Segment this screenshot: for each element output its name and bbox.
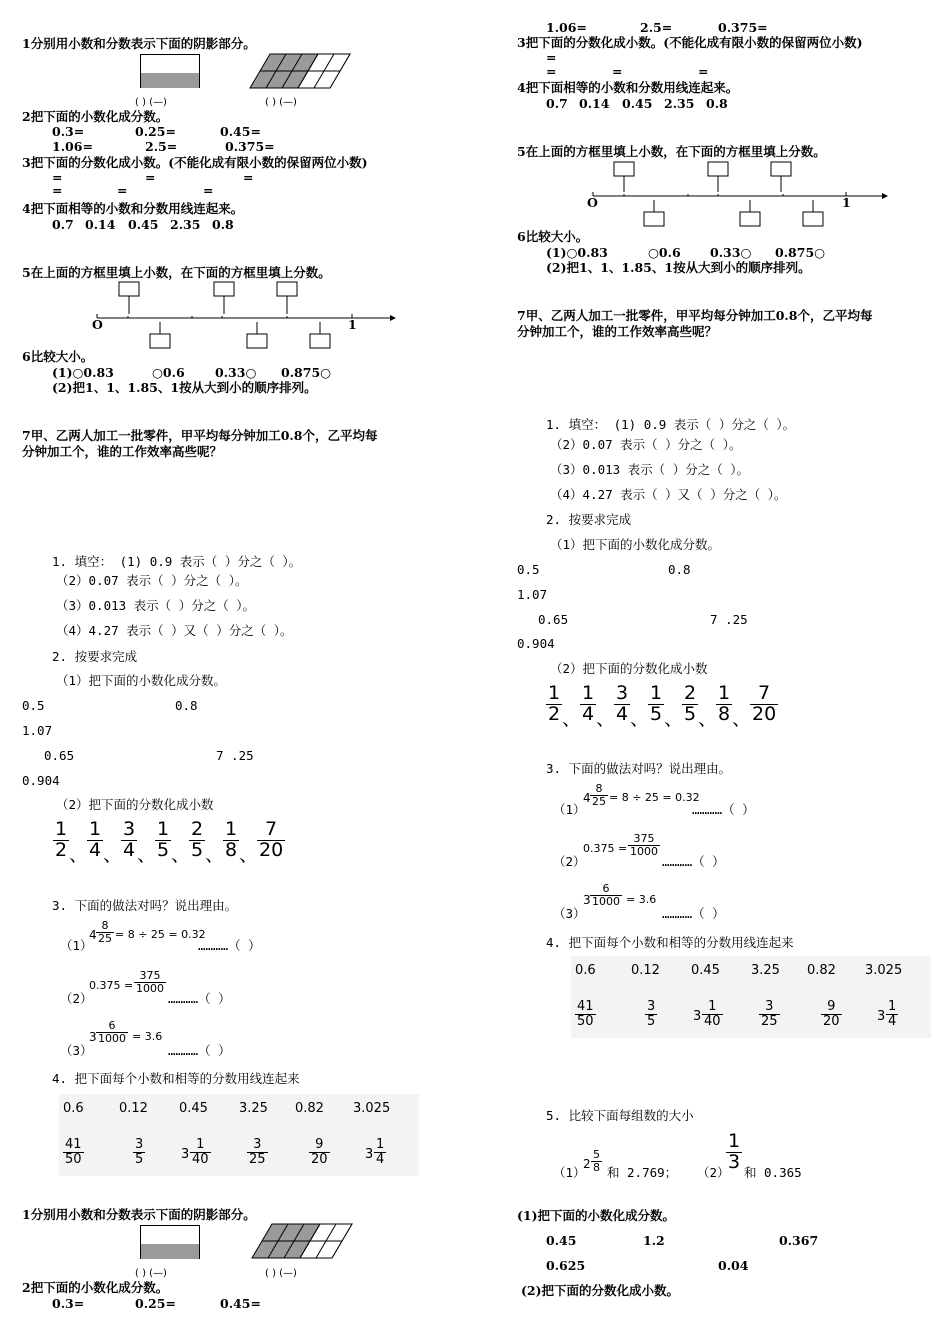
denominator: 8 xyxy=(593,1160,600,1174)
ex-s3-3-fraction xyxy=(96,1020,128,1044)
rex-s3-3-rest: = 3.6 xyxy=(626,893,657,906)
r-q5-title: 5在上面的方框里填上小数，在下面的方框里填上分数。 xyxy=(517,144,826,159)
bl-q2-item: 0.25= xyxy=(135,1296,176,1311)
denominator: 1000 xyxy=(98,1031,126,1045)
rex-s3-3-whole: 3 xyxy=(583,893,591,907)
fraction-value xyxy=(133,1138,145,1166)
ex-s3-2-fraction xyxy=(134,970,166,994)
r-q3-eq: = xyxy=(546,64,557,79)
fraction-value xyxy=(247,1138,268,1166)
q2-item: 0.25= xyxy=(135,124,176,139)
bl-q1-title: 1分别用小数和分数表示下面的阴影部分。 xyxy=(22,1207,256,1222)
fraction xyxy=(546,684,562,725)
denominator: 1000 xyxy=(630,844,658,858)
ex-s2-title: 2. 按要求完成 xyxy=(52,649,138,664)
numerator: 3 xyxy=(123,818,136,840)
rex-s3-3-fraction xyxy=(590,883,622,907)
numerator: 1 xyxy=(89,818,102,840)
q4-value: 2.35 xyxy=(170,217,201,232)
r-row0: 1.06= xyxy=(546,20,587,35)
q7-line2: 分钟加工个，谁的工作效率高些呢？ xyxy=(22,444,223,459)
br-val: 0.367 xyxy=(779,1233,819,1248)
r-q6-item: 0.875○ xyxy=(775,245,826,260)
r-q3-eq: = xyxy=(546,50,557,65)
br-val: 0.45 xyxy=(546,1233,577,1248)
denominator: 4 xyxy=(123,838,136,861)
fraction xyxy=(580,684,596,725)
separator: 、 xyxy=(732,708,752,730)
br-val: 0.04 xyxy=(718,1258,749,1273)
numerator: 8 xyxy=(101,919,109,932)
rectangle-figure xyxy=(140,54,200,88)
decimal-value: 0.82 xyxy=(807,963,836,978)
fraction xyxy=(682,684,698,725)
numerator: 6 xyxy=(108,1019,116,1032)
numerator: 1 xyxy=(225,818,238,840)
rex-s5-1-label: （1） xyxy=(553,1165,586,1180)
rex-s3-dots: …………（ ） xyxy=(662,906,725,921)
decimal-value: 3.025 xyxy=(353,1101,391,1116)
denominator: 20 xyxy=(752,702,777,725)
q2-title: 2把下面的小数化成分数。 xyxy=(22,109,169,124)
r-q3-eq: = xyxy=(698,64,709,79)
ex-s2-1-val: 7 .25 xyxy=(216,748,254,763)
bl-q1-blank-rect: ( ) (—) xyxy=(135,1268,167,1279)
fraction xyxy=(53,820,69,861)
denominator: 25 xyxy=(98,931,112,945)
denominator: 50 xyxy=(65,1151,82,1167)
fraction xyxy=(223,820,239,861)
denominator: 2 xyxy=(55,838,68,861)
br-title1: (1)把下面的小数化成分数。 xyxy=(517,1208,676,1223)
decimal-value: 3.25 xyxy=(751,963,780,978)
rex-s5-2-rest: 和 0.365 xyxy=(744,1165,802,1180)
denominator: 8 xyxy=(225,838,238,861)
rex-s1-line1: 1. 填空： (1) 0.9 表示（ ）分之（ ）。 xyxy=(546,417,796,432)
rex-s2-title: 2. 按要求完成 xyxy=(546,512,632,527)
q6-item: 0.875○ xyxy=(281,365,332,380)
q6-item: ○0.6 xyxy=(152,365,185,380)
r-q7-line2: 分钟加工个，谁的工作效率高些呢？ xyxy=(517,324,718,339)
q6-item: (1)○0.83 xyxy=(52,365,114,380)
fraction xyxy=(189,820,205,861)
separator: 、 xyxy=(630,708,650,730)
denominator: 2 xyxy=(548,702,561,725)
r-q6-title: 6比较大小。 xyxy=(517,229,589,244)
numerator: 1 xyxy=(708,999,717,1014)
q1-blank-para: ( ) (—) xyxy=(265,97,297,108)
ex-s3-dots: …………（ ） xyxy=(168,991,231,1006)
ex-s3-1-rest: = 8 ÷ 25 = 0.32 xyxy=(115,928,206,941)
q7-line1: 7甲、乙两人加工一批零件，甲平均每分钟加工0.8个，乙平均每 xyxy=(22,428,378,443)
denominator: 4 xyxy=(376,1151,385,1167)
numerator: 1 xyxy=(718,682,731,704)
rex-s3-title: 3. 下面的做法对吗？说出理由。 xyxy=(546,761,732,776)
fraction xyxy=(750,684,778,725)
fraction-value xyxy=(575,1000,596,1028)
denominator: 5 xyxy=(684,702,697,725)
rex-s1-line3: （3）0.013 表示（ ）分之（ ）。 xyxy=(550,462,749,477)
q4-value: 0.14 xyxy=(85,217,116,232)
rex-s5-title: 5. 比较下面每组数的大小 xyxy=(546,1108,694,1123)
numerator: 9 xyxy=(827,999,836,1014)
numerator: 375 xyxy=(139,969,161,982)
fraction-value xyxy=(63,1138,84,1166)
bl-rectangle-figure xyxy=(140,1225,200,1259)
q3-eq: = xyxy=(203,183,214,198)
br-val: 0.625 xyxy=(546,1258,586,1273)
rex-s2-1-val: 1.07 xyxy=(517,587,548,602)
rex-s4-title: 4. 把下面每个小数和相等的分数用线连起来 xyxy=(546,935,794,950)
denominator: 20 xyxy=(823,1013,840,1029)
numerator: 1 xyxy=(650,682,663,704)
q3-title: 3把下面的分数化成小数。(不能化成有限小数的保留两位小数) xyxy=(22,155,368,170)
rex-s5-1-fraction xyxy=(591,1149,602,1173)
r-q3-title: 3把下面的分数化成小数。(不能化成有限小数的保留两位小数) xyxy=(517,35,863,50)
denominator: 5 xyxy=(650,702,663,725)
denominator: 3 xyxy=(728,1150,741,1173)
r-q3-eq: = xyxy=(612,64,623,79)
bl-q2-title: 2把下面的小数化成分数。 xyxy=(22,1280,169,1295)
r-q6-item: (1)○0.83 xyxy=(546,245,608,260)
ex-s4-title: 4. 把下面每个小数和相等的分数用线连起来 xyxy=(52,1071,300,1086)
fraction xyxy=(87,820,103,861)
ex-s2-1-val: 0.65 xyxy=(44,748,75,763)
q6-item: 0.33○ xyxy=(215,365,257,380)
fraction xyxy=(121,820,137,861)
fraction-value xyxy=(374,1138,386,1166)
fraction-value xyxy=(190,1138,211,1166)
numerator: 41 xyxy=(65,1137,82,1152)
ex-s1-line1: 1. 填空： (1) 0.9 表示（ ）分之（ ）。 xyxy=(52,554,302,569)
ex-s3-1-fraction xyxy=(96,920,114,944)
numerator: 3 xyxy=(253,1137,262,1152)
separator: 、 xyxy=(137,844,157,866)
separator: 、 xyxy=(69,844,89,866)
rex-s3-label: （3） xyxy=(553,906,586,921)
numerator: 3 xyxy=(616,682,629,704)
decimal-value: 0.45 xyxy=(691,963,720,978)
fraction-value xyxy=(886,1000,898,1028)
br-title2: (2)把下面的分数化成小数。 xyxy=(521,1283,680,1298)
separator: 、 xyxy=(562,708,582,730)
separator: 、 xyxy=(698,708,718,730)
rex-s2-1-val: 0.904 xyxy=(517,636,555,651)
fraction-value xyxy=(702,1000,723,1028)
denominator: 50 xyxy=(577,1013,594,1029)
rex-s2-1-val: 0.65 xyxy=(538,612,569,627)
q4-value: 0.8 xyxy=(212,217,234,232)
numerator: 1 xyxy=(157,818,170,840)
ex-s3-label: （2） xyxy=(60,991,93,1006)
fraction xyxy=(614,684,630,725)
numerator: 1 xyxy=(55,818,68,840)
separator: 、 xyxy=(664,708,684,730)
numerator: 1 xyxy=(376,1137,385,1152)
denominator: 5 xyxy=(191,838,204,861)
rex-s2-1-title: （1）把下面的小数化成分数。 xyxy=(550,537,721,552)
q2-item: 0.375= xyxy=(225,139,275,154)
rex-s3-2-fraction xyxy=(628,833,660,857)
numerator: 7 xyxy=(758,682,771,704)
denominator: 20 xyxy=(311,1151,328,1167)
separator: 、 xyxy=(205,844,225,866)
separator: 、 xyxy=(239,844,259,866)
bl-q1-blank-para: ( ) (—) xyxy=(265,1268,297,1279)
rex-s3-1-whole: 4 xyxy=(583,791,591,805)
denominator: 5 xyxy=(135,1151,144,1167)
decimal-value: 0.6 xyxy=(575,963,596,978)
fraction-value xyxy=(759,1000,780,1028)
denominator: 1000 xyxy=(592,894,620,908)
rex-s2-1-val: 0.5 xyxy=(517,562,540,577)
denominator: 25 xyxy=(761,1013,778,1029)
axis-zero: O xyxy=(92,317,103,332)
ex-s3-3-whole: 3 xyxy=(89,1030,97,1044)
numerator: 2 xyxy=(191,818,204,840)
r-q4-value: 2.35 xyxy=(664,96,695,111)
decimal-value: 0.82 xyxy=(295,1101,324,1116)
r-q4-value: 0.14 xyxy=(579,96,610,111)
rex-s3-label: （2） xyxy=(553,854,586,869)
denominator: 4 xyxy=(582,702,595,725)
numerator: 1 xyxy=(728,1130,741,1152)
q3-eq: = xyxy=(145,170,156,185)
rex-s1-line2: （2）0.07 表示（ ）分之（ ）。 xyxy=(550,437,742,452)
bl-q2-item: 0.3= xyxy=(52,1296,85,1311)
q4-value: 0.45 xyxy=(128,217,159,232)
q2-item: 1.06= xyxy=(52,139,93,154)
r-q4-title: 4把下面相等的小数和分数用线连起来。 xyxy=(517,80,739,95)
axis-one: 1 xyxy=(348,317,357,332)
ex-s2-1-title: （1）把下面的小数化成分数。 xyxy=(56,673,227,688)
r-axis-one: 1 xyxy=(842,195,851,210)
q6-part2: (2)把1、1、1.85、1按从大到小的顺序排列。 xyxy=(52,380,317,395)
numerator: 7 xyxy=(265,818,278,840)
r-q4-value: 0.45 xyxy=(622,96,653,111)
ex-s2-1-val: 0.8 xyxy=(175,698,198,713)
q1-title: 1分别用小数和分数表示下面的阴影部分。 xyxy=(22,36,256,51)
rex-s5-2-fraction xyxy=(726,1132,742,1173)
separator: 、 xyxy=(596,708,616,730)
q2-item: 2.5= xyxy=(145,139,178,154)
numerator: 5 xyxy=(593,1148,600,1161)
bl-q2-item: 0.45= xyxy=(220,1296,261,1311)
whole-part: 3 xyxy=(181,1147,190,1162)
ex-s1-line4: （4）4.27 表示（ ）又（ ）分之（ ）。 xyxy=(56,623,293,638)
denominator: 5 xyxy=(157,838,170,861)
rex-s5-1-rest: 和 2.769； xyxy=(607,1165,678,1180)
denominator: 1000 xyxy=(136,981,164,995)
r-axis-zero: O xyxy=(587,195,598,210)
denominator: 4 xyxy=(888,1013,897,1029)
ex-s3-dots: …………（ ） xyxy=(198,938,261,953)
denominator: 40 xyxy=(704,1013,721,1029)
q5-title: 5在上面的方框里填上小数，在下面的方框里填上分数。 xyxy=(22,265,331,280)
ex-s3-title: 3. 下面的做法对吗？说出理由。 xyxy=(52,898,238,913)
rex-s3-1-fraction xyxy=(590,783,608,807)
separator: 、 xyxy=(171,844,191,866)
rex-s3-label: （1） xyxy=(553,802,586,817)
numerator: 1 xyxy=(196,1137,205,1152)
numerator: 375 xyxy=(633,832,655,845)
numerator: 8 xyxy=(595,782,603,795)
separator: 、 xyxy=(103,844,123,866)
numerator: 3 xyxy=(647,999,656,1014)
ex-s3-1-whole: 4 xyxy=(89,928,97,942)
rex-s2-2-title: （2）把下面的分数化成小数 xyxy=(550,661,708,676)
fraction-value xyxy=(645,1000,657,1028)
denominator: 25 xyxy=(249,1151,266,1167)
q2-item: 0.45= xyxy=(220,124,261,139)
ex-s1-line3: （3）0.013 表示（ ）分之（ ）。 xyxy=(56,598,255,613)
rex-s2-1-val: 7 .25 xyxy=(710,612,748,627)
r-row0: 0.375= xyxy=(718,20,768,35)
fraction-value xyxy=(309,1138,330,1166)
numerator: 1 xyxy=(888,999,897,1014)
q2-item: 0.3= xyxy=(52,124,85,139)
rex-s3-dots: …………（ ） xyxy=(692,802,755,817)
ex-s3-dots: …………（ ） xyxy=(168,1043,231,1058)
numerator: 1 xyxy=(548,682,561,704)
numerator: 2 xyxy=(684,682,697,704)
decimal-value: 3.025 xyxy=(865,963,903,978)
rex-s3-2-lhs: 0.375 = xyxy=(583,842,628,855)
whole-part: 3 xyxy=(877,1009,886,1024)
whole-part: 3 xyxy=(365,1147,374,1162)
decimal-value: 0.45 xyxy=(179,1101,208,1116)
rex-s3-dots: …………（ ） xyxy=(662,854,725,869)
numerator: 41 xyxy=(577,999,594,1014)
q3-eq: = xyxy=(52,170,63,185)
r-q4-value: 0.8 xyxy=(706,96,728,111)
r-q6-part2: (2)把1、1、1.85、1按从大到小的顺序排列。 xyxy=(546,260,811,275)
rex-s5-1-whole: 2 xyxy=(583,1157,591,1171)
q3-eq: = xyxy=(52,183,63,198)
fraction-value xyxy=(821,1000,842,1028)
r-q6-item: ○0.6 xyxy=(648,245,681,260)
ex-s3-2-lhs: 0.375 = xyxy=(89,979,134,992)
q6-title: 6比较大小。 xyxy=(22,349,94,364)
fraction xyxy=(648,684,664,725)
decimal-value: 0.12 xyxy=(631,963,660,978)
ex-s2-1-val: 1.07 xyxy=(22,723,53,738)
r-row0: 2.5= xyxy=(640,20,673,35)
q4-title: 4把下面相等的小数和分数用线连起来。 xyxy=(22,201,244,216)
ex-s1-line2: （2）0.07 表示（ ）分之（ ）。 xyxy=(56,573,248,588)
fraction xyxy=(716,684,732,725)
whole-part: 3 xyxy=(693,1009,702,1024)
rex-s3-1-rest: = 8 ÷ 25 = 0.32 xyxy=(609,791,700,804)
denominator: 4 xyxy=(89,838,102,861)
r-q4-value: 0.7 xyxy=(546,96,568,111)
rex-s5-2-label: （2） xyxy=(697,1165,730,1180)
denominator: 20 xyxy=(259,838,284,861)
rex-s2-1-val: 0.8 xyxy=(668,562,691,577)
rex-s1-line4: （4）4.27 表示（ ）又（ ）分之（ ）。 xyxy=(550,487,787,502)
numerator: 1 xyxy=(582,682,595,704)
bl-parallelogram-figure xyxy=(252,1224,352,1260)
q1-blank-rect: ( ) (—) xyxy=(135,97,167,108)
ex-s3-label: （3） xyxy=(60,1043,93,1058)
fraction xyxy=(257,820,285,861)
denominator: 5 xyxy=(647,1013,656,1029)
r-q7-line1: 7甲、乙两人加工一批零件，甲平均每分钟加工0.8个，乙平均每 xyxy=(517,308,873,323)
numerator: 3 xyxy=(765,999,774,1014)
numerator: 3 xyxy=(135,1137,144,1152)
ex-s2-1-val: 0.5 xyxy=(22,698,45,713)
ex-s3-3-rest: = 3.6 xyxy=(132,1030,163,1043)
decimal-value: 0.6 xyxy=(63,1101,84,1116)
r-q6-item: 0.33○ xyxy=(710,245,752,260)
parallelogram-figure xyxy=(250,54,350,90)
numerator: 6 xyxy=(602,882,610,895)
ex-s2-1-val: 0.904 xyxy=(22,773,60,788)
denominator: 8 xyxy=(718,702,731,725)
decimal-value: 0.12 xyxy=(119,1101,148,1116)
ex-s2-2-title: （2）把下面的分数化成小数 xyxy=(56,797,214,812)
br-val: 1.2 xyxy=(643,1233,665,1248)
number-line xyxy=(92,280,392,350)
q3-eq: = xyxy=(117,183,128,198)
numerator: 9 xyxy=(315,1137,324,1152)
denominator: 25 xyxy=(592,794,606,808)
q3-eq: = xyxy=(243,170,254,185)
ex-s3-label: （1） xyxy=(60,938,93,953)
q4-value: 0.7 xyxy=(52,217,74,232)
denominator: 40 xyxy=(192,1151,209,1167)
denominator: 4 xyxy=(616,702,629,725)
fraction xyxy=(155,820,171,861)
decimal-value: 3.25 xyxy=(239,1101,268,1116)
